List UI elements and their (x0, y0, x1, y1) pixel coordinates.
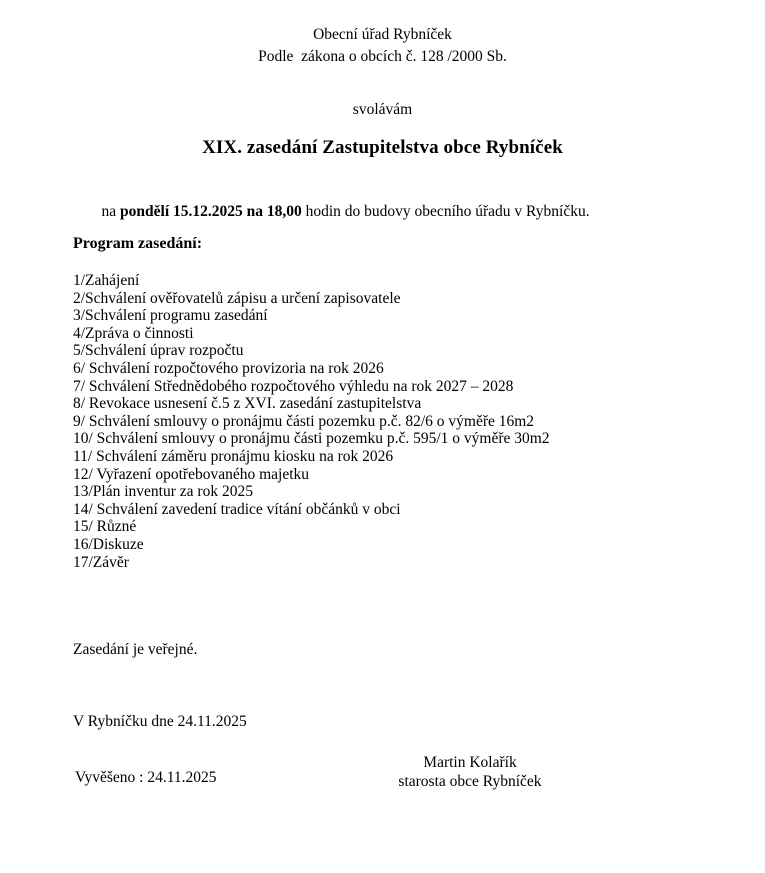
meeting-line-prefix: na (101, 203, 121, 220)
convene-word: svolávám (352, 101, 413, 118)
agenda-item: 5/Schválení úprav rozpočtu (73, 342, 244, 360)
office-name: Obecní úřad Rybníček (313, 26, 452, 43)
signature-block (370, 753, 570, 791)
agenda-item: 11/ Schválení záměru pronájmu kiosku na rok 2026 (73, 447, 394, 465)
agenda-item: 14/ Schválení zavedení tradice vítání občánků v obci (73, 500, 401, 518)
document-header (0, 24, 765, 68)
posted-date: Vyvěšeno : 24.11.2025 (75, 769, 217, 786)
agenda-item: 17/Závěr (73, 553, 129, 571)
agenda-item: 9/ Schválení smlouvy o pronájmu části pozemku p.č. 82/6 o výměře 16m2 (73, 412, 535, 430)
signatory-role: starosta obce Rybníček (398, 773, 542, 790)
program-heading: Program zasedání: (73, 235, 203, 252)
agenda-item: 12/ Vyřazení opotřebovaného majetku (73, 465, 310, 483)
page-title: XIX. zasedání Zastupitelstva obce Rybníček (202, 137, 563, 158)
agenda-item: 2/Schválení ověřovatelů zápisu a určení zapisovatele (73, 289, 401, 307)
agenda-item: 15/ Různé (73, 518, 137, 536)
public-meeting-note: Zasedání je veřejné. (73, 641, 198, 658)
legal-basis-line: Podle zákona o obcích č. 128 /2000 Sb. (258, 48, 507, 65)
signatory-name: Martin Kolařík (423, 754, 517, 771)
agenda-item: 10/ Schválení smlouvy o pronájmu části pozemku p.č. 595/1 o výměře 30m2 (73, 430, 550, 448)
agenda-item: 3/Schválení programu zasedání (73, 307, 268, 325)
meeting-line-suffix: hodin do budovy obecního úřadu v Rybníčku. (301, 203, 590, 220)
meeting-datetime-line (86, 182, 726, 242)
agenda-item: 8/ Revokace usnesení č.5 z XVI. zasedání zastupitelstva (73, 395, 422, 413)
place-and-date: V Rybníčku dne 24.11.2025 (73, 713, 247, 730)
agenda-item: 1/Zahájení (73, 272, 140, 289)
agenda-list (73, 272, 733, 571)
agenda-item: 4/Zpráva o činnosti (73, 324, 194, 342)
agenda-item: 6/ Schválení rozpočtového provizoria na rok 2026 (73, 359, 384, 377)
agenda-item: 16/Diskuze (73, 535, 144, 553)
agenda-item: 7/ Schválení Střednědobého rozpočtového výhledu na rok 2027 – 2028 (73, 377, 514, 395)
meeting-line-bold: pondělí 15.12.2025 na 18,00 (120, 203, 302, 220)
agenda-item: 13/Plán inventur za rok 2025 (73, 483, 253, 501)
